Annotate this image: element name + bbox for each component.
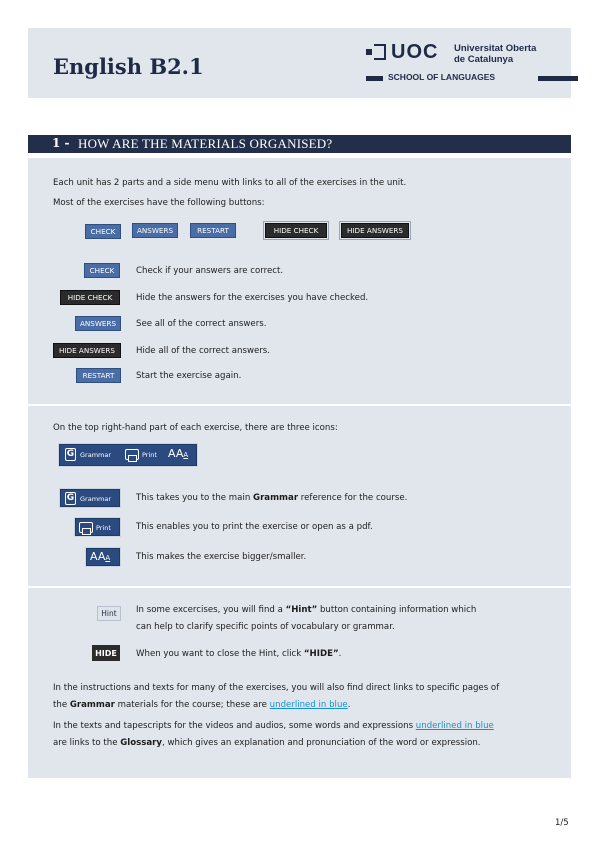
grammar-icon-label: Grammar	[80, 450, 112, 459]
logo-uoc-text: UOC	[391, 41, 439, 63]
glossary-line-1: In the texts and tapescripts for the videos and audios, some words and expressions underlined in blue	[53, 721, 494, 731]
restart-button-legend[interactable]: RESTART	[76, 368, 121, 383]
check-description: Check if your answers are correct.	[136, 266, 284, 276]
grammar-chip-label: Grammar	[80, 494, 112, 503]
check-button-legend[interactable]: CHECK	[84, 263, 120, 278]
links-line-1: In the instructions and texts for many of the exercises, you will also find direct links to specific pages of	[53, 683, 500, 693]
print-chip-label: Print	[96, 523, 111, 532]
glossary-link-example[interactable]: underlined in blue	[415, 721, 494, 731]
document-header	[28, 28, 571, 98]
print-chip[interactable]	[75, 518, 120, 536]
text-size-icon[interactable]	[168, 447, 188, 460]
answers-button-legend[interactable]: ANSWERS	[75, 316, 121, 331]
hint-line-1: In some excercises, you will find a “Hint” button containing information which	[136, 605, 477, 615]
logo-university-line1: Universitat Oberta	[454, 43, 537, 54]
grammar-icon-legend: G Grammar	[66, 493, 112, 503]
grammar-description: This takes you to the main Grammar reference for the course.	[136, 493, 408, 503]
text-size-label: AA	[168, 447, 184, 460]
text-size-icon-legend: AAA	[90, 550, 111, 563]
logo-school-row	[366, 72, 578, 84]
hide-check-button-legend[interactable]: HIDE CHECK	[60, 290, 120, 305]
section-number: 1 -	[52, 136, 70, 150]
hint-button[interactable]: Hint	[97, 606, 121, 621]
print-description: This enables you to print the exercise or open as a pdf.	[136, 522, 373, 532]
logo-school-name: SCHOOL OF LANGUAGES	[388, 72, 496, 82]
text-size-small-label: A	[183, 451, 189, 459]
restart-button[interactable]: RESTART	[190, 223, 236, 238]
section-heading	[28, 135, 571, 153]
intro-line-2: Most of the exercises have the following buttons:	[53, 198, 265, 208]
uoc-logo	[364, 41, 564, 87]
page-number: 1/5	[555, 818, 569, 828]
grammar-chip[interactable]	[60, 489, 120, 507]
links-line-2: the Grammar materials for the course; these are underlined in blue.	[53, 700, 351, 710]
text-size-chip[interactable]	[86, 548, 120, 566]
hide-answers-button[interactable]: HIDE ANSWERS	[341, 223, 409, 238]
print-icon-label: Print	[142, 450, 157, 459]
exercise-icons-toolbar	[59, 444, 197, 466]
grammar-icon[interactable]: G Grammar	[66, 449, 112, 459]
print-icon-legend	[79, 522, 111, 533]
hide-hint-button[interactable]: HIDE	[92, 645, 120, 661]
document-title: English B2.1	[53, 54, 204, 79]
hide-check-button[interactable]: HIDE CHECK	[265, 223, 327, 238]
print-icon[interactable]	[125, 449, 157, 460]
logo-university-name	[454, 43, 536, 65]
intro-line-1: Each unit has 2 parts and a side menu with links to all of the exercises in the unit.	[53, 178, 407, 188]
answers-description: See all of the correct answers.	[136, 319, 267, 329]
grammar-link-example[interactable]: underlined in blue	[269, 700, 348, 710]
glossary-line-2: are links to the Glossary, which gives an explanation and pronunciation of the word or expression.	[53, 738, 481, 748]
uoc-logo-mark-icon	[366, 44, 386, 60]
hide-check-description: Hide the answers for the exercises you have checked.	[136, 293, 369, 303]
hide-line: When you want to close the Hint, click “HIDE”.	[136, 649, 342, 659]
restart-description: Start the exercise again.	[136, 371, 242, 381]
hide-answers-button-legend[interactable]: HIDE ANSWERS	[53, 343, 121, 358]
hide-answers-description: Hide all of the correct answers.	[136, 346, 271, 356]
check-button[interactable]: CHECK	[85, 224, 121, 239]
text-size-description: This makes the exercise bigger/smaller.	[136, 552, 307, 562]
hint-line-2: can help to clarify specific points of vocabulary or grammar.	[136, 622, 395, 632]
logo-university-line2: de Catalunya	[454, 54, 514, 65]
answers-button[interactable]: ANSWERS	[132, 223, 178, 238]
icons-intro: On the top right-hand part of each exercise, there are three icons:	[53, 423, 338, 433]
section-title: HOW ARE THE MATERIALS ORGANISED?	[78, 136, 333, 151]
